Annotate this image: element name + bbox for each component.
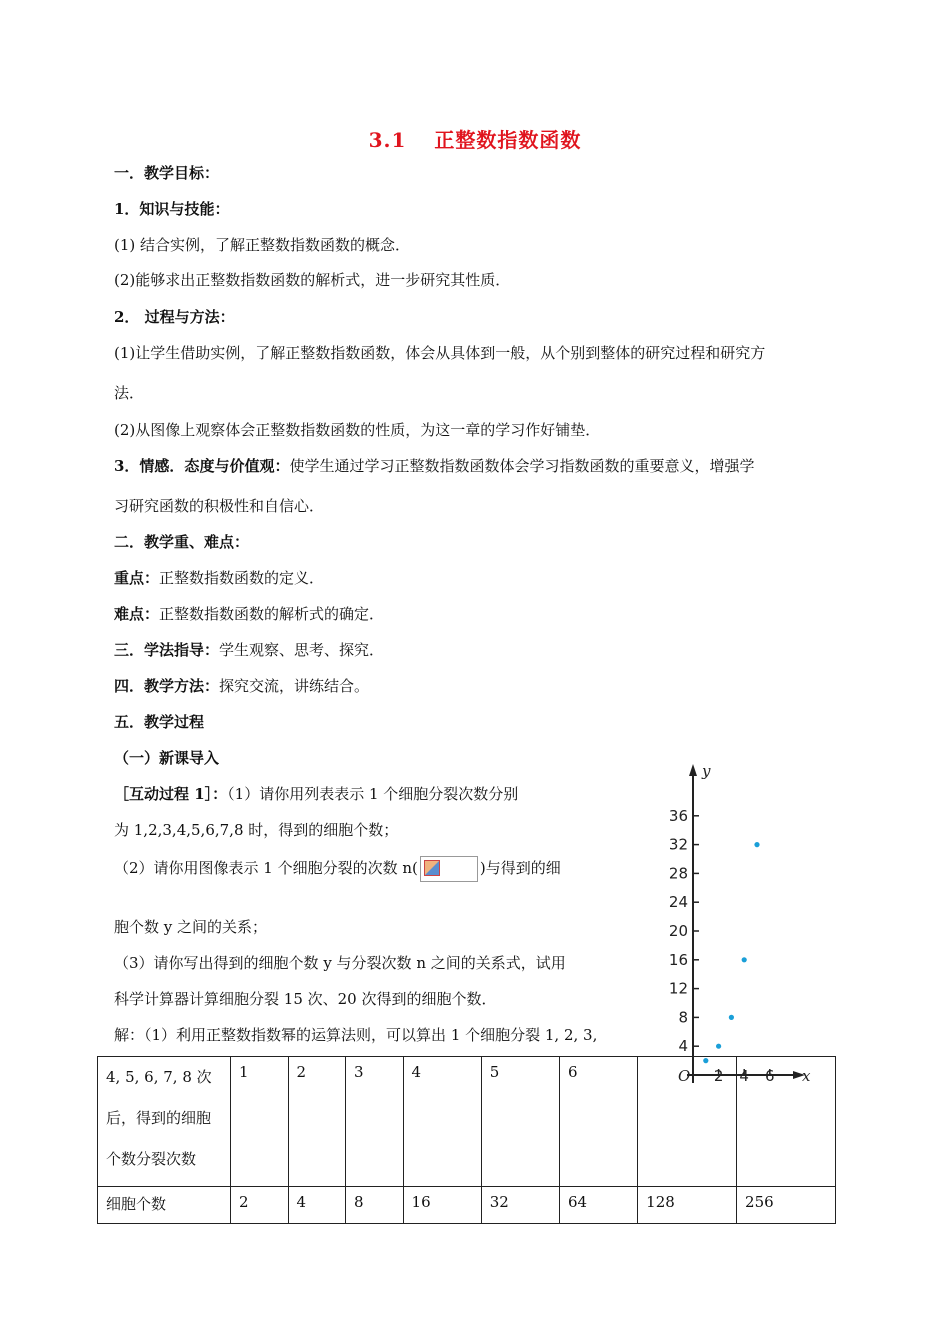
difficult-point [114,604,384,624]
interactive-1-label: ［互动过程 1］： [114,785,228,803]
table-cell: 256 [737,1187,836,1224]
origin-label: O [678,1067,691,1085]
table-cell-header: 细胞个数 [98,1187,231,1224]
key-point-text: 正整数指数函数的定义． [159,569,325,587]
y-tick-label: 20 [668,922,688,940]
study-guide-label: 三．学法指导： [114,641,220,659]
teaching-method-label: 四．教学方法： [114,677,220,695]
heading-process: 2． 过程与方法： [114,308,235,326]
table-cell: 4 [288,1187,346,1224]
question-3-cont: 科学计算器计算细胞分裂 15 次、20 次得到的细胞个数． [114,990,497,1008]
table-header-line: 个数分裂次数 [106,1150,197,1168]
data-point [742,957,747,962]
y-tick-label: 32 [668,835,688,854]
teaching-method [114,676,369,696]
difficult-point-label: 难点： [114,605,160,623]
table-cell: 2 [288,1057,346,1187]
table-cell: 16 [403,1187,481,1224]
objective-3-text: 使学生通过学习正整数指数函数体会学习指数函数的重要意义，增强学 [289,457,755,475]
x-tick-label: 4 [739,1067,749,1085]
table-cell: 3 [346,1057,404,1187]
difficult-point-text: 正整数指数函数的解析式的确定． [159,605,385,623]
data-point [703,1058,708,1063]
question-2 [114,856,561,882]
objective-3 [114,456,754,476]
table-cell-header [98,1057,231,1187]
y-axis-arrow [689,764,697,776]
interactive-1-cont: 为 1,2,3,4,5,6,7,8 时，得到的细胞个数； [114,821,399,839]
y-tick-label: 24 [668,893,688,912]
objective-2a: (1)让学生借助实例，了解正整数指数函数，体会从具体到一般，从个别到整体的研究过程和研究方 [114,344,766,362]
x-tick-label: 2 [713,1067,724,1085]
study-guide-text: 学生观察、思考、探究． [219,641,385,659]
study-guide [114,640,384,660]
image-icon [424,860,440,876]
objective-2b: (2)从图像上观察体会正整数指数函数的性质，为这一章的学习作好铺垫． [114,421,601,439]
interactive-1-text: （1）请你用列表表示 1 个细胞分裂次数分别 [227,785,519,803]
table-header-line: 4, 5, 6, 7, 8 次 [106,1068,212,1086]
interactive-1 [114,784,518,804]
page-title [0,124,950,153]
table-cell: 1 [231,1057,289,1187]
objective-3-cont: 习研究函数的积极性和自信心． [114,497,325,515]
data-point [729,1015,734,1020]
teaching-method-text: 探究交流，讲练结合。 [219,677,370,695]
heading-intro: （一）新课导入 [114,749,220,767]
y-axis-label: y [702,762,711,780]
key-point [114,568,324,588]
heading-objectives: 一．教学目标： [114,164,220,182]
title-text: 正整数指数函数 [434,128,582,152]
y-tick-label: 8 [678,1008,688,1027]
y-tick-label: 36 [668,806,688,825]
x-axis-label: x [802,1067,811,1085]
chart-points [703,842,759,1063]
table-cell: 5 [481,1057,559,1187]
objective-1b: (2)能够求出正整数指数函数的解析式，进一步研究其性质． [114,271,511,289]
y-tick-label: 16 [668,950,688,969]
cell-growth-scatter-chart [655,758,820,1088]
key-point-label: 重点： [114,569,160,587]
table-cell: 4 [403,1057,481,1187]
question-2-end: )与得到的细 [479,859,561,877]
data-point [754,842,759,847]
table-header-line: 后，得到的细胞 [106,1109,212,1127]
table-cell: 2 [231,1187,289,1224]
table-cell: 8 [346,1187,404,1224]
question-2-cont: 胞个数 y 之间的关系； [114,918,268,936]
y-tick-label: 4 [678,1037,688,1056]
broken-image-placeholder [420,856,478,882]
data-point [716,1044,721,1049]
heading-keypoints: 二．教学重、难点： [114,533,250,551]
heading-knowledge: 1．知识与技能： [114,200,230,218]
table-cell: 128 [638,1187,737,1224]
question-2-start: （2）请你用图像表示 1 个细胞分裂的次数 n( [114,859,418,877]
chart-axes [669,762,811,1085]
section-number: 3.1 [368,128,407,152]
objective-3-label: 3．情感．态度与价值观： [114,457,290,475]
table-row [98,1187,836,1224]
y-tick-label: 12 [668,979,688,998]
question-3: （3）请你写出得到的细胞个数 y 与分裂次数 n 之间的关系式，试用 [114,954,566,972]
table-cell: 32 [481,1187,559,1224]
table-cell: 6 [559,1057,637,1187]
solution-text: 解：（1）利用正整数指数幂的运算法则，可以算出 1 个细胞分裂 1, 2, 3, [114,1026,598,1044]
objective-1a: (1) 结合实例，了解正整数指数函数的概念． [114,236,411,254]
table-cell: 64 [559,1187,637,1224]
y-tick-label: 28 [668,864,688,883]
objective-2a-cont: 法． [114,384,145,402]
heading-process-steps: 五．教学过程 [114,713,205,731]
x-tick-label: 6 [765,1067,775,1085]
